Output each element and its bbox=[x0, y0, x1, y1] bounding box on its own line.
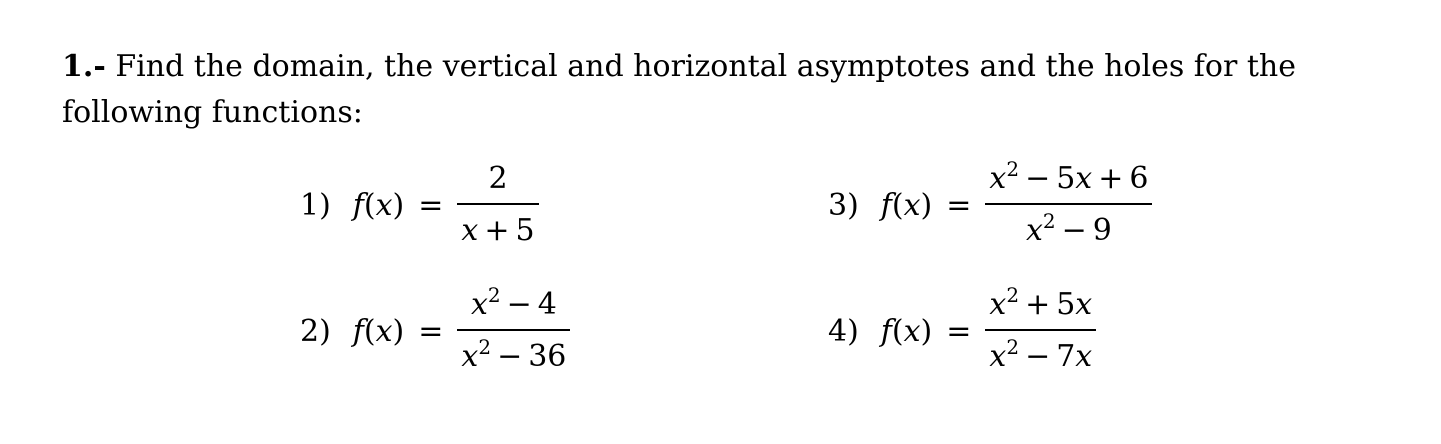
function-lhs bbox=[881, 314, 932, 349]
lhs-text: f(x) bbox=[352, 187, 405, 223]
function-lhs bbox=[353, 314, 404, 349]
denominator: $x^2 - 36$ bbox=[461, 334, 567, 374]
equation-3 bbox=[828, 150, 1152, 260]
denominator: x + 5 bbox=[461, 212, 535, 248]
fraction-bar bbox=[985, 203, 1152, 205]
fraction bbox=[457, 285, 570, 377]
equation-label: 3) bbox=[828, 187, 859, 223]
fraction bbox=[985, 285, 1096, 377]
equation-label: 1) bbox=[300, 187, 331, 223]
numerator: $x^2 - 4$ bbox=[470, 283, 557, 323]
equation-4 bbox=[828, 276, 1096, 386]
lhs-text: f(x) bbox=[352, 313, 405, 349]
function-lhs bbox=[881, 188, 932, 223]
equals-sign: = bbox=[418, 313, 444, 349]
equals-sign: = bbox=[946, 313, 972, 349]
problem-number: 1.- bbox=[62, 49, 106, 84]
equals-sign: = bbox=[418, 187, 444, 223]
numerator: $x^2 - 5x + 6$ bbox=[989, 157, 1149, 197]
fraction bbox=[985, 159, 1152, 251]
fraction-bar bbox=[457, 329, 570, 331]
fraction bbox=[457, 159, 538, 251]
problem-statement bbox=[62, 44, 1432, 136]
equation-label: 4) bbox=[828, 313, 859, 349]
denominator: $x^2 - 7x$ bbox=[989, 334, 1093, 374]
function-lhs bbox=[353, 188, 404, 223]
numerator: $x^2 + 5x$ bbox=[989, 283, 1093, 323]
lhs-text: f(x) bbox=[880, 313, 933, 349]
fraction-bar bbox=[985, 329, 1096, 331]
problem-text: Find the domain, the vertical and horizontal asymptotes and the holes for the following functions: bbox=[62, 49, 1296, 130]
equation-label: 2) bbox=[300, 313, 331, 349]
equals-sign: = bbox=[946, 187, 972, 223]
lhs-text: f(x) bbox=[880, 187, 933, 223]
equation-2 bbox=[300, 276, 570, 386]
numerator: 2 bbox=[488, 161, 508, 197]
equation-1 bbox=[300, 150, 539, 260]
fraction-bar bbox=[457, 203, 538, 205]
denominator: $x^2 - 9$ bbox=[1025, 208, 1112, 248]
